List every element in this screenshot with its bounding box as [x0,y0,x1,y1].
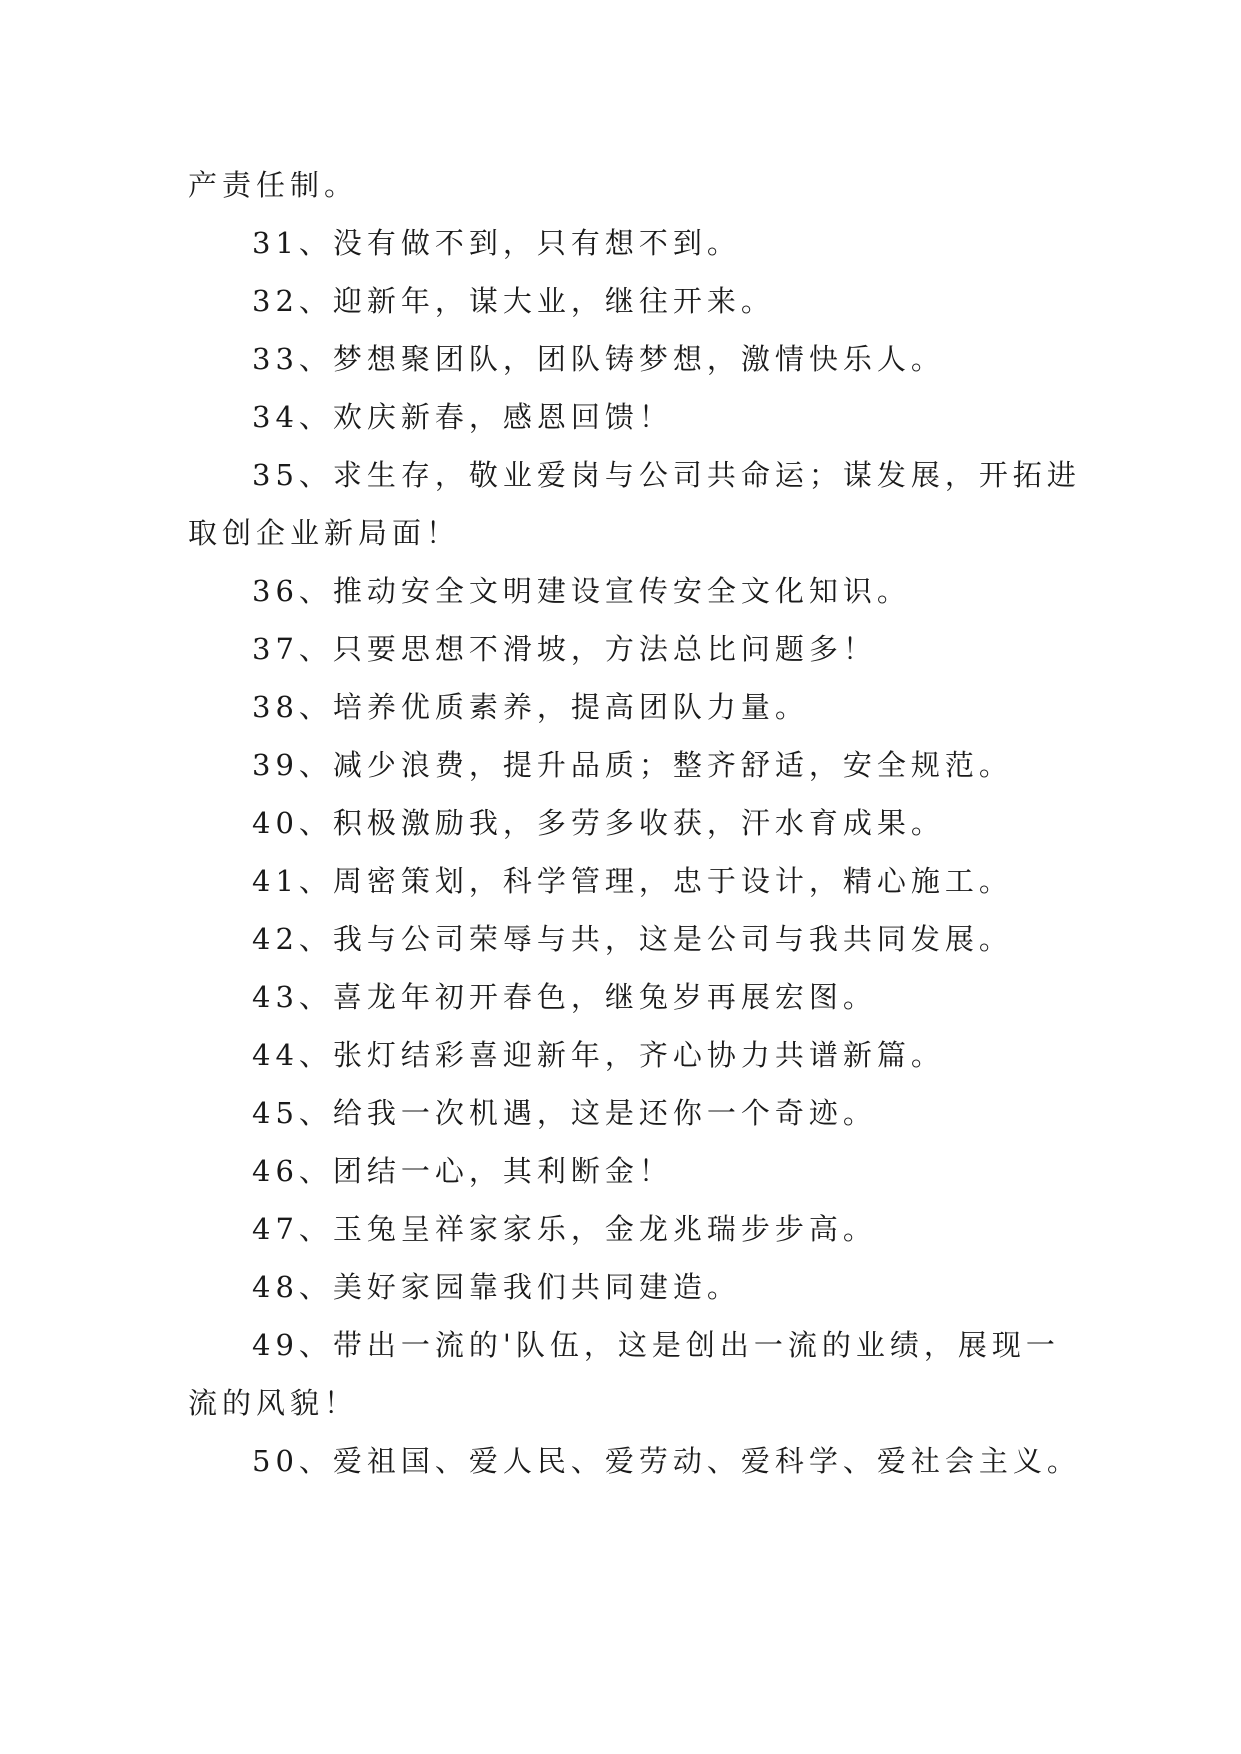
text-line: 47、玉兔呈祥家家乐，金龙兆瑞步步高。 [252,1212,877,1246]
text-line: 41、周密策划，科学管理，忠于设计，精心施工。 [252,864,1013,898]
text-line: 50、爱祖国、爱人民、爱劳动、爱科学、爱社会主义。 [252,1444,1081,1478]
text-line: 33、梦想聚团队，团队铸梦想，激情快乐人。 [252,342,945,376]
text-line: 43、喜龙年初开春色，继兔岁再展宏图。 [252,980,877,1014]
text-line: 48、美好家园靠我们共同建造。 [252,1270,741,1304]
text-line: 45、给我一次机遇，这是还你一个奇迹。 [252,1096,877,1130]
text-line: 31、没有做不到，只有想不到。 [252,226,741,260]
body-text [188,156,1081,1490]
text-line: 40、积极激励我，多劳多收获，汗水育成果。 [252,806,945,840]
text-line: 39、减少浪费，提升品质；整齐舒适，安全规范。 [252,748,1013,782]
text-line: 流的风貌！ [188,1386,359,1420]
text-line: 46、团结一心，其利断金！ [252,1154,673,1188]
text-line: 产责任制。 [188,168,359,202]
text-line: 44、张灯结彩喜迎新年，齐心协力共谱新篇。 [252,1038,945,1072]
text-line: 42、我与公司荣辱与共，这是公司与我共同发展。 [252,922,1013,956]
text-line: 36、推动安全文明建设宣传安全文化知识。 [252,574,911,608]
text-line: 取创企业新局面！ [188,516,461,550]
text-line: 32、迎新年，谋大业，继往开来。 [252,284,775,318]
text-line: 38、培养优质素养，提高团队力量。 [252,690,809,724]
text-line: 37、只要思想不滑坡，方法总比问题多！ [252,632,877,666]
text-line: 49、带出一流的'队伍，这是创出一流的业绩，展现一 [252,1328,1060,1362]
text-line: 34、欢庆新春，感恩回馈！ [252,400,673,434]
text-line: 35、求生存，敬业爱岗与公司共命运；谋发展，开拓进 [252,458,1081,492]
